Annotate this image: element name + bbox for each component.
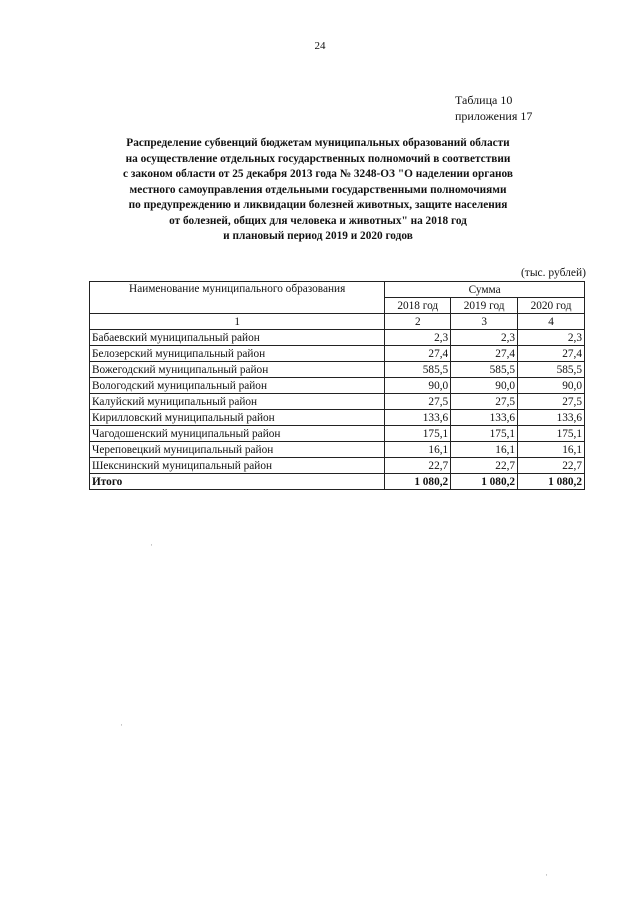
municipality-name: Вологодский муниципальный район (90, 378, 385, 394)
municipality-name: Белозерский муниципальный район (90, 346, 385, 362)
value-2018: 175,1 (385, 426, 451, 442)
page-number: 24 (314, 40, 326, 52)
column-index: 1 (90, 314, 385, 330)
total-label: Итого (90, 474, 385, 490)
units-label: (тыс. рублей) (520, 267, 586, 279)
total-2019: 1 080,2 (451, 474, 518, 490)
value-2018: 585,5 (385, 362, 451, 378)
column-index: 4 (518, 314, 585, 330)
value-2019: 175,1 (451, 426, 518, 442)
title-line: от болезней, общих для человека и животных" на 2018 год (169, 214, 467, 227)
value-2019: 27,5 (451, 394, 518, 410)
municipality-name: Кирилловский муниципальный район (90, 410, 385, 426)
value-2018: 90,0 (385, 378, 451, 394)
value-2020: 27,5 (518, 394, 585, 410)
header-year-2020: 2020 год (518, 298, 585, 314)
total-row (90, 474, 585, 490)
value-2019: 22,7 (451, 458, 518, 474)
value-2020: 16,1 (518, 442, 585, 458)
value-2019: 133,6 (451, 410, 518, 426)
value-2018: 27,4 (385, 346, 451, 362)
municipality-name: Калуйский муниципальный район (90, 394, 385, 410)
title-line: Распределение субвенций бюджетам муниципальных образований области (126, 137, 510, 149)
title-line: на осуществление отдельных государственных полномочий в соответствии (125, 152, 511, 165)
header-sum: Сумма (385, 282, 585, 298)
column-index: 3 (451, 314, 518, 330)
header-name: Наименование муниципального образования (90, 282, 385, 314)
value-2020: 175,1 (518, 426, 585, 442)
value-2020: 2,3 (518, 330, 585, 346)
header-year-2019: 2019 год (451, 298, 518, 314)
column-index: 2 (385, 314, 451, 330)
appendix-number: приложения 17 (455, 109, 533, 123)
municipality-name: Бабаевский муниципальный район (90, 330, 385, 346)
value-2019: 27,4 (451, 346, 518, 362)
table-row (90, 426, 585, 442)
table-row (90, 346, 585, 362)
table-row (90, 442, 585, 458)
table-row (90, 410, 585, 426)
municipality-name: Чагодошенский муниципальный район (90, 426, 385, 442)
header-year-2018: 2018 год (385, 298, 451, 314)
value-2019: 16,1 (451, 442, 518, 458)
value-2018: 27,5 (385, 394, 451, 410)
scan-dot: · (150, 540, 153, 550)
value-2020: 133,6 (518, 410, 585, 426)
value-2019: 90,0 (451, 378, 518, 394)
value-2018: 2,3 (385, 330, 451, 346)
value-2020: 585,5 (518, 362, 585, 378)
title-line: по предупреждению и ликвидации болезней животных, защите населения (128, 199, 508, 211)
title-line: и плановый период 2019 и 2020 годов (223, 230, 413, 242)
value-2020: 90,0 (518, 378, 585, 394)
total-2020: 1 080,2 (518, 474, 585, 490)
subsidy-table (89, 281, 585, 490)
table-row (90, 394, 585, 410)
table-row (90, 458, 585, 474)
value-2019: 585,5 (451, 362, 518, 378)
value-2020: 22,7 (518, 458, 585, 474)
value-2018: 16,1 (385, 442, 451, 458)
municipality-name: Череповецкий муниципальный район (90, 442, 385, 458)
total-2018: 1 080,2 (385, 474, 451, 490)
value-2020: 27,4 (518, 346, 585, 362)
table-row (90, 362, 585, 378)
table-reference (455, 92, 532, 124)
value-2018: 133,6 (385, 410, 451, 426)
table-row (90, 330, 585, 346)
value-2019: 2,3 (451, 330, 518, 346)
title-line: с законом области от 25 декабря 2013 года № 3248-ОЗ "О наделении органов (122, 168, 513, 180)
value-2018: 22,7 (385, 458, 451, 474)
table-number: Таблица 10 (455, 93, 513, 107)
municipality-name: Шекснинский муниципальный район (90, 458, 385, 474)
document-title (88, 136, 548, 245)
table-row (90, 378, 585, 394)
title-line: местного самоуправления отдельными государственными полномочиями (129, 183, 507, 196)
municipality-name: Вожегодский муниципальный район (90, 362, 385, 378)
scan-dot: · (545, 870, 548, 880)
scan-dot: · (120, 720, 123, 730)
